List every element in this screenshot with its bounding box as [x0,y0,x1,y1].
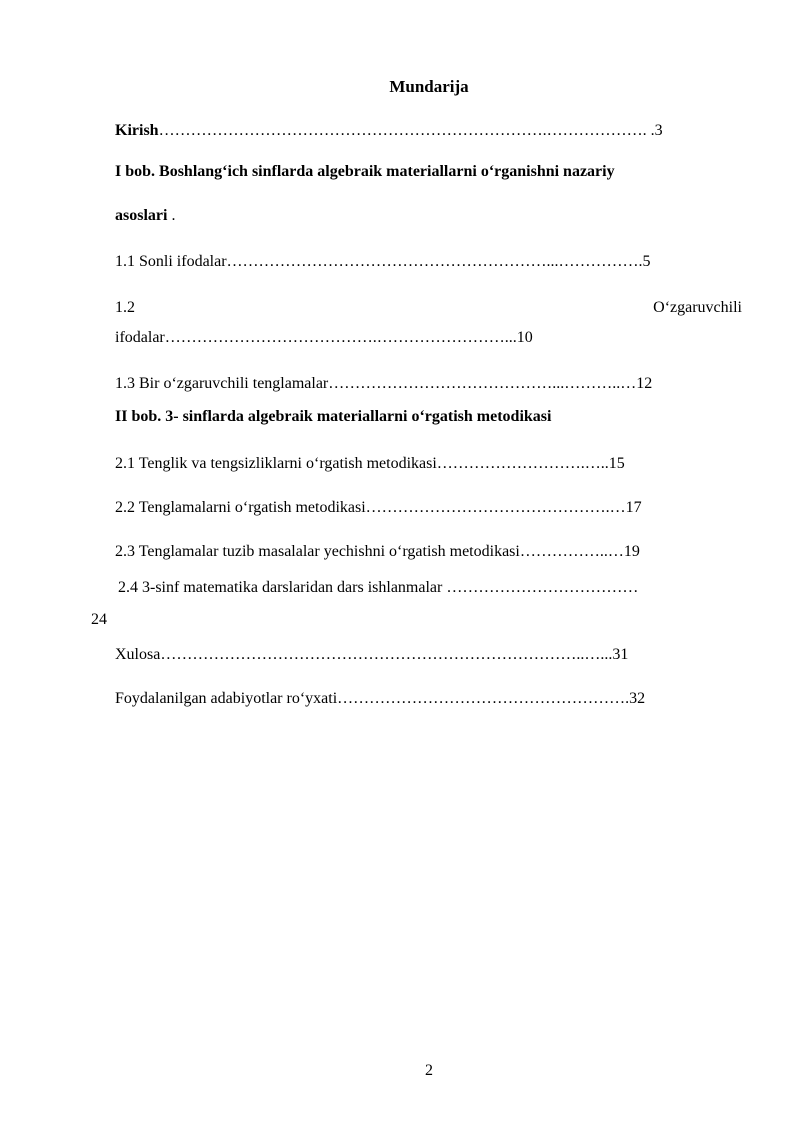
toc-entry-2-4: 2.4 3-sinf matematika darslaridan dars ishlanmalar ……………………………… [118,579,639,596]
page-number: 2 [425,1062,433,1079]
toc-entry-2-3: 2.3 Tenglamalar tuzib masalalar yechishni o‘rgatish metodikasi……………..…19 [115,543,640,560]
toc-entry-1-2-cont: ifodalar………………………………….……………………...10 [115,329,533,346]
toc-chapter-2: II bob. 3- sinflarda algebraik materiallarni o‘rgatish metodikasi [115,408,552,425]
page-title: Mundarija [389,77,469,96]
toc-entry-2-4-page: 24 [91,611,107,628]
toc-entry-kirish [115,121,663,141]
toc-entry-xulosa: Xulosa……………………………………………………………………..…...31 [115,646,629,663]
toc-entry-1-2-num: 1.2 [115,299,135,316]
toc-entry-2-1: 2.1 Tenglik va tengsizliklarni o‘rgatish metodikasi……………………….…..15 [115,455,625,472]
toc-chapter-1-line1: I bob. Boshlang‘ich sinflarda algebraik materiallarni o‘rganishni nazariy [115,163,615,180]
toc-chapter-1-line2 [115,206,175,226]
toc-chapter-1-word: asoslari [115,207,168,224]
toc-entry-1-1: 1.1 Sonli ifodalar……………………………………………………...…………….5 [115,253,651,270]
toc-entry-2-2: 2.2 Tenglamalarni o‘rgatish metodikasi……………………………………….…17 [115,499,642,516]
toc-entry-1-2-title: O‘zgaruvchili [653,299,742,316]
toc-entry-1-3: 1.3 Bir o‘zgaruvchili tenglamalar……………………………………...………..…12 [115,375,653,392]
toc-leader: ……………………………………………………………….………………. .3 [158,122,663,139]
toc-label: Kirish [115,122,159,139]
toc-chapter-1-end: . [167,207,176,224]
toc-entry-adabiyotlar: Foydalanilgan adabiyotlar ro‘yxati……………………………………………….32 [115,690,646,707]
